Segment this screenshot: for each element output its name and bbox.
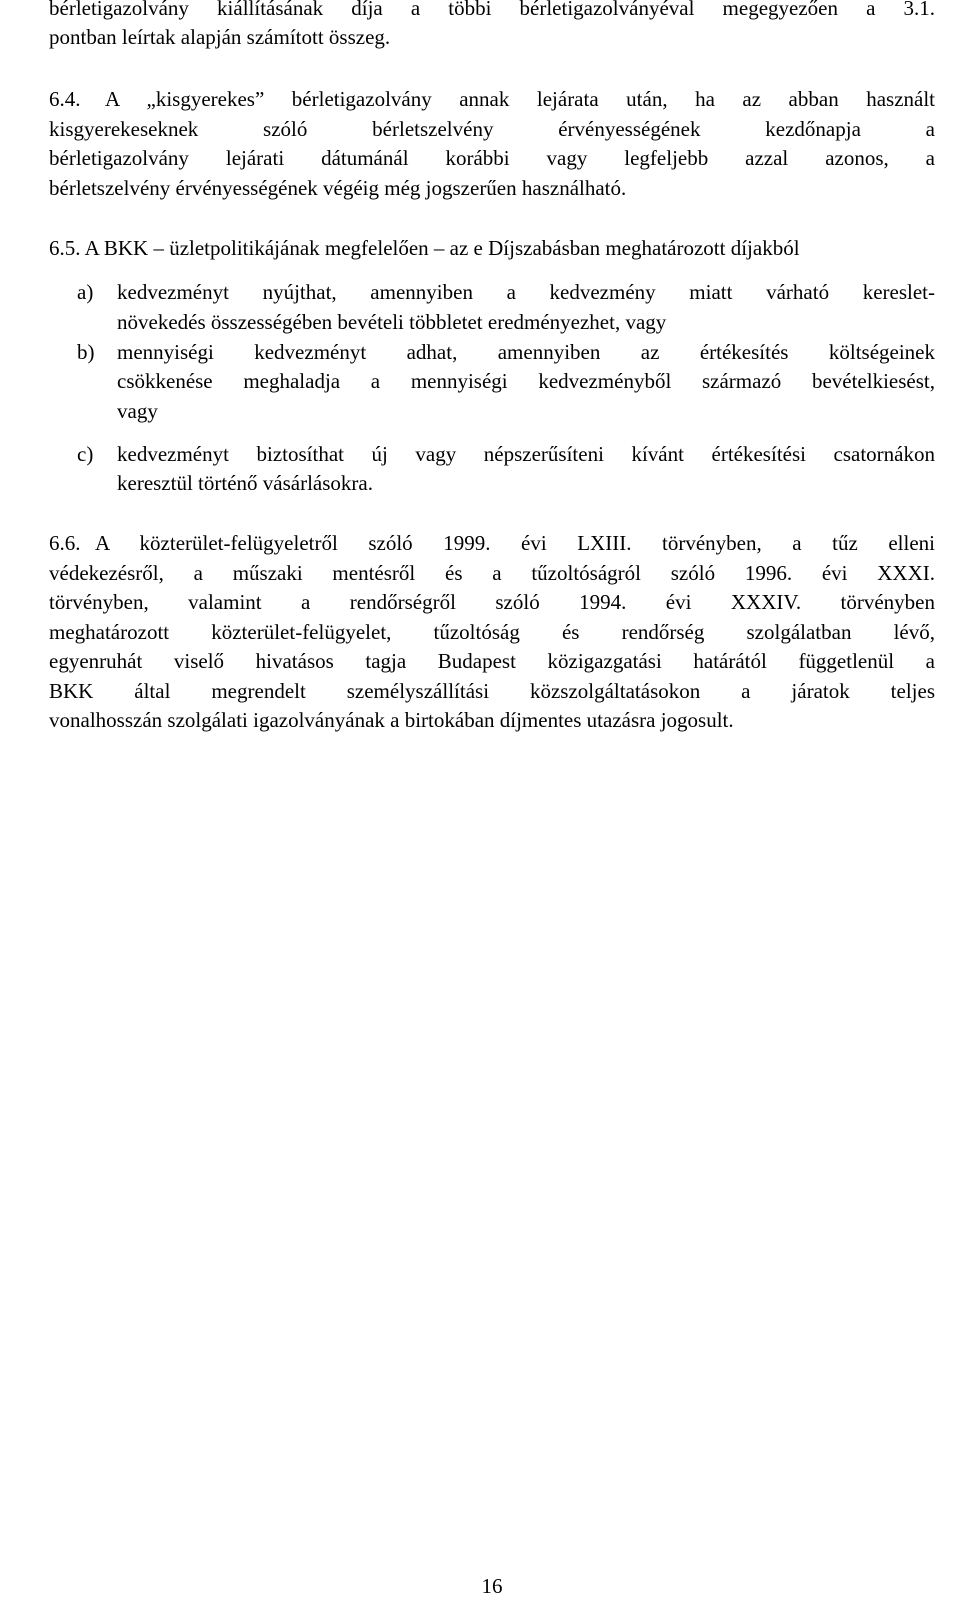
list-item-b-line-3: vagy — [117, 399, 158, 423]
section-6-4-line-2: kisgyerekeseknek szóló bérletszelvény érvényességének kezdőnapja a — [49, 117, 935, 141]
section-6-6-line-4: meghatározott közterület-felügyelet, tűzoltóság és rendőrség szolgálatban lévő, — [49, 620, 935, 644]
list-item-a-line-2: növekedés összességében bevételi többletet eredményezhet, vagy — [117, 310, 667, 334]
list-item-b-letter: b) — [77, 340, 95, 364]
section-6-5-intro-text: A BKK – üzletpolitikájának megfelelően – az e Díjszabásban meghatározott díjakból — [84, 236, 800, 260]
section-6-4-number: 6.4. — [49, 87, 81, 111]
section-6-4-line-1-text: A „kisgyerekes” bérletigazolvány annak lejárata után, ha az abban használt — [105, 87, 935, 111]
list-item-a-letter: a) — [77, 280, 94, 304]
section-6-6-line-6: BKK által megrendelt személyszállítási közszolgáltatásokon a járatok teljes — [49, 679, 935, 703]
list-item-c-letter: c) — [77, 442, 94, 466]
intro-line-1: bérletigazolvány kiállításának díja a többi bérletigazolványéval megegyezően a 3.1. — [49, 0, 935, 20]
section-6-4-line-3: bérletigazolvány lejárati dátumánál korábbi vagy legfeljebb azzal azonos, a — [49, 146, 935, 170]
list-item-b-line-1: mennyiségi kedvezményt adhat, amennyiben az értékesítés költségeinek — [117, 340, 935, 364]
section-6-6-line-7: vonalhosszán szolgálati igazolványának a birtokában díjmentes utazásra jogosult. — [49, 708, 734, 732]
section-6-5-number: 6.5. — [49, 236, 81, 260]
section-6-6-line-1-text: A közterület-felügyeletről szóló 1999. évi LXIII. törvényben, a tűz elleni — [95, 531, 935, 555]
section-6-6-line-5: egyenruhát viselő hivatásos tagja Budapest közigazgatási határától függetlenül a — [49, 649, 935, 673]
list-item-c-line-2: keresztül történő vásárlásokra. — [117, 471, 373, 495]
document-page — [49, 0, 935, 1611]
page-number: 16 — [481, 1574, 503, 1598]
intro-line-2: pontban leírtak alapján számított összeg. — [49, 25, 391, 49]
section-6-4-line-1 — [49, 85, 935, 113]
section-6-6-line-2: védekezésről, a műszaki mentésről és a tűzoltóságról szóló 1996. évi XXXI. — [49, 561, 935, 585]
list-item-b-line-2: csökkenése meghaladja a mennyiségi kedvezményből származó bevételkiesést, — [117, 369, 935, 393]
section-6-5-intro — [49, 234, 935, 262]
list-item-c-line-1: kedvezményt biztosíthat új vagy népszerűsíteni kívánt értékesítési csatornákon — [117, 442, 935, 466]
list-item-a-line-1: kedvezményt nyújthat, amennyiben a kedvezmény miatt várható kereslet- — [117, 280, 935, 304]
section-6-4-line-4: bérletszelvény érvényességének végéig még jogszerűen használható. — [49, 176, 627, 200]
section-6-6-number: 6.6. — [49, 531, 81, 555]
section-6-6-line-3: törvényben, valamint a rendőrségről szóló 1994. évi XXXIV. törvényben — [49, 590, 935, 614]
section-6-6-line-1 — [49, 529, 935, 557]
